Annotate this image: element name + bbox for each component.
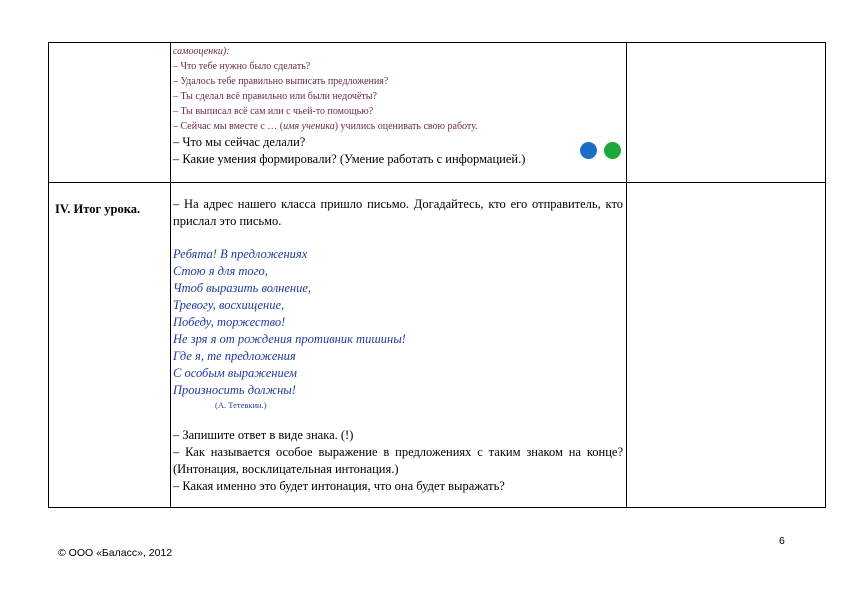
small-line: самооценки):	[173, 46, 230, 57]
table-left-border	[48, 42, 49, 508]
spacer	[173, 411, 623, 427]
table-bottom-border	[48, 507, 826, 508]
small-line	[173, 119, 623, 134]
row-divider	[48, 182, 826, 183]
blue-circle-icon	[580, 142, 597, 159]
row1-content	[173, 44, 623, 168]
question-line: – Что мы сейчас делали?	[173, 135, 306, 149]
poem-line: Произносить должны!	[173, 383, 296, 397]
text-part: – Сейчас мы вместе с … (	[173, 121, 284, 132]
poem-line: Не зря я от рождения противник тишины!	[173, 332, 406, 346]
column-divider-1	[170, 42, 171, 508]
poem-line: С особым выражением	[173, 366, 297, 380]
stage-title: IV. Итог урока.	[55, 202, 141, 216]
question-line: – Как называется особое выражение в предложениях с таким знаком на конце? (Интонация, восклицательная интонация.)	[173, 445, 623, 476]
question-line: – Запишите ответ в виде знака. (!)	[173, 428, 354, 442]
small-line: – Ты выписал всё сам или с чьей-то помощью?	[173, 106, 374, 117]
question-line: – Какие умения формировали? (Умение работать с информацией.)	[173, 152, 526, 166]
small-line: – Удалось тебе правильно выписать предложения?	[173, 76, 389, 87]
row2-content	[173, 196, 623, 495]
small-line: – Что тебе нужно было сделать?	[173, 61, 311, 72]
poem-line: Где я, те предложения	[173, 349, 296, 363]
copyright-footer: © ООО «Баласс», 2012	[58, 547, 173, 559]
spacer	[173, 230, 623, 246]
question-line: – Какая именно это будет интонация, что она будет выражать?	[173, 479, 505, 493]
lesson-table	[48, 42, 826, 508]
text-part: ) учились оценивать свою работу.	[334, 121, 478, 132]
poem-line: Чтоб выразить волнение,	[173, 281, 312, 295]
small-line: – Ты сделал всё правильно или были недочёты?	[173, 91, 377, 102]
table-top-border	[48, 42, 826, 43]
poem-line: Стою я для того,	[173, 264, 268, 278]
poem-line: Победу, торжество!	[173, 315, 286, 329]
table-right-border	[825, 42, 826, 508]
student-name-placeholder: имя ученика	[283, 121, 335, 132]
intro-text: – На адрес нашего класса пришло письмо. Догадайтесь, кто его отправитель, кто прислал это письмо.	[173, 197, 623, 228]
poem-line: Тревогу, восхищение,	[173, 298, 285, 312]
poem-author: (А. Тетевкин.)	[215, 400, 267, 410]
green-circle-icon	[604, 142, 621, 159]
page-number: 6	[779, 535, 785, 547]
poem-line: Ребята! В предложениях	[173, 247, 308, 261]
column-divider-2	[626, 42, 627, 508]
